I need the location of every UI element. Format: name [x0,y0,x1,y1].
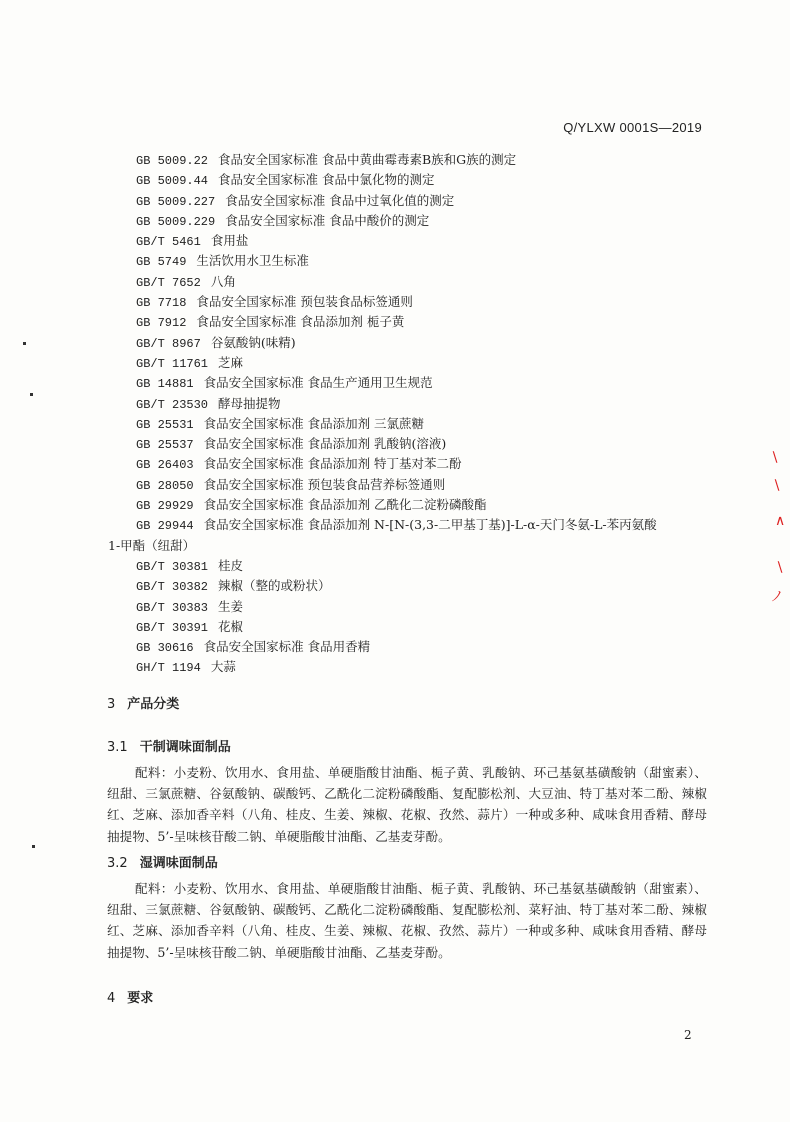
reference-item [128,657,718,677]
reference-item [128,251,718,271]
reference-title: 食品安全国家标准 食品添加剂 特丁基对苯二酚 [203,456,462,472]
section-3-2-heading: 3.2 湿调味面制品 [107,856,218,871]
seal-edge-mark: ノ [770,589,784,605]
reference-item [128,170,718,190]
reference-item [128,211,718,231]
reference-item [128,556,718,576]
reference-item [128,515,718,535]
reference-item [128,597,718,617]
reference-code: GB 7718 [136,296,187,311]
reference-item [128,231,718,251]
reference-item [128,576,718,596]
section-3-heading: 3 产品分类 [107,697,180,712]
reference-title: 桂皮 [218,557,244,573]
reference-item [128,353,718,373]
reference-item [128,434,718,454]
reference-title: 食品安全国家标准 食品中氯化物的测定 [218,172,435,188]
reference-title: 食用盐 [210,233,249,249]
reference-code: GB/T 30391 [136,620,209,635]
reference-item [128,617,718,637]
section-4-heading: 4 要求 [107,991,154,1006]
reference-title: 大蒜 [210,659,236,675]
reference-code: GB 5009.227 [136,194,216,209]
reference-title: 辣椒（整的或粉状） [218,578,331,594]
reference-code: GB/T 23530 [136,397,209,412]
reference-title: 食品安全国家标准 食品添加剂 乙酰化二淀粉磷酸酯 [203,497,487,513]
reference-code: GB/T 8967 [136,336,201,351]
reference-code: GB 28050 [136,478,194,493]
reference-item [128,312,718,332]
reference-title: 食品安全国家标准 预包装食品营养标签通则 [203,476,446,492]
reference-title: 食品安全国家标准 食品中黄曲霉毒素B族和G族的测定 [218,152,517,167]
reference-code: GB 30616 [136,641,194,656]
reference-continuation: 1-甲酯（纽甜） [108,537,196,553]
reference-code: GB/T 30383 [136,600,209,615]
reference-code: GB 5009.229 [136,214,216,229]
reference-item [128,414,718,434]
reference-code: GB 29929 [136,499,194,514]
reference-code: GB/T 11761 [136,356,209,371]
section-3-2-ingredients: 配料：小麦粉、饮用水、食用盐、单硬脂酸甘油酯、栀子黄、乳酸钠、环己基氨基磺酸钠（甜蜜素）、纽甜、三氯蔗糖、谷氨酸钠、碳酸钙、乙酰化二淀粉磷酸酯、复配膨松剂、菜籽油、特丁基对苯二酚、辣椒红、芝麻、添加香辛料（八角、桂皮、生姜、辣椒、花椒、孜然、蒜片）一种或多种、咸味食用香精、酵母抽提物、5’-呈味核苷酸二钠、单硬脂酸甘油酯、乙基麦芽酚。 [107,881,707,960]
scan-dot [32,845,35,848]
reference-title: 酵母抽提物 [218,395,281,411]
seal-edge-mark: ∧ [775,513,786,529]
reference-code: GB/T 5461 [136,235,201,250]
reference-code: GB 25537 [136,438,194,453]
reference-item [128,373,718,393]
reference-code: GB 25531 [136,417,194,432]
reference-item [128,394,718,414]
reference-title: 食品安全国家标准 食品添加剂 乳酸钠(溶液) [203,436,447,452]
reference-item [128,191,718,211]
reference-item [128,495,718,515]
reference-item [128,292,718,312]
scan-dot [23,342,26,345]
reference-code: GB/T 30382 [136,580,209,595]
section-3-1-ingredients: 配料：小麦粉、饮用水、食用盐、单硬脂酸甘油酯、栀子黄、乳酸钠、环己基氨基磺酸钠（甜蜜素）、纽甜、三氯蔗糖、谷氨酸钠、碳酸钙、乙酰化二淀粉磷酸酯、复配膨松剂、大豆油、特丁基对苯二酚、辣椒红、芝麻、添加香辛料（八角、桂皮、生姜、辣椒、花椒、孜然、蒜片）一种或多种、咸味食用香精、酵母抽提物、5’-呈味核苷酸二钠、单硬脂酸甘油酯、乙基麦芽酚。 [107,765,707,844]
reference-title: 谷氨酸钠(味精) [210,334,296,350]
reference-title: 芝麻 [218,354,244,370]
reference-code: GB 5009.44 [136,174,209,189]
reference-code: GB 5749 [136,255,187,270]
reference-title: 食品安全国家标准 食品生产通用卫生规范 [203,375,433,391]
reference-title: 生活饮用水卫生标准 [196,253,309,269]
seal-edge-mark: ∖ [775,560,784,576]
reference-code: GB/T 7652 [136,275,201,290]
reference-code: GB 29944 [136,519,194,534]
reference-item [128,454,718,474]
reference-code: GB 7912 [136,316,187,331]
reference-title: 食品安全国家标准 食品添加剂 N-[N-(3,3-二甲基丁基)]-L-α-天门冬氨-L-苯丙氨酸 [203,517,657,533]
reference-item [128,475,718,495]
reference-title: 食品安全国家标准 食品中酸价的测定 [225,212,430,228]
page-number: 2 [684,1028,692,1042]
reference-code: GB 5009.22 [136,154,209,168]
reference-title: 食品安全国家标准 食品中过氧化值的测定 [225,192,455,208]
reference-title: 食品安全国家标准 预包装食品标签通则 [196,294,413,310]
seal-edge-mark: ∖ [770,450,779,466]
reference-code: GB 14881 [136,377,194,392]
section-3-1-heading: 3.1 干制调味面制品 [107,740,231,755]
reference-code: GB 26403 [136,458,194,473]
reference-title: 生姜 [218,598,244,614]
reference-code: GB/T 30381 [136,559,209,574]
reference-item [128,150,718,170]
document-code: Q/YLXW 0001S—2019 [563,120,702,135]
reference-item [128,333,718,353]
reference-title: 食品安全国家标准 食品用香精 [203,639,371,655]
normative-references-list [108,150,718,678]
seal-edge-mark: ∖ [772,478,781,494]
scan-dot [30,393,33,396]
reference-title: 食品安全国家标准 食品添加剂 栀子黄 [196,314,405,330]
reference-item [128,637,718,657]
reference-code: GH/T 1194 [136,661,201,676]
reference-title: 花椒 [218,618,244,634]
reference-title: 食品安全国家标准 食品添加剂 三氯蔗糖 [203,415,425,431]
reference-item [128,272,718,292]
reference-title: 八角 [210,273,236,289]
